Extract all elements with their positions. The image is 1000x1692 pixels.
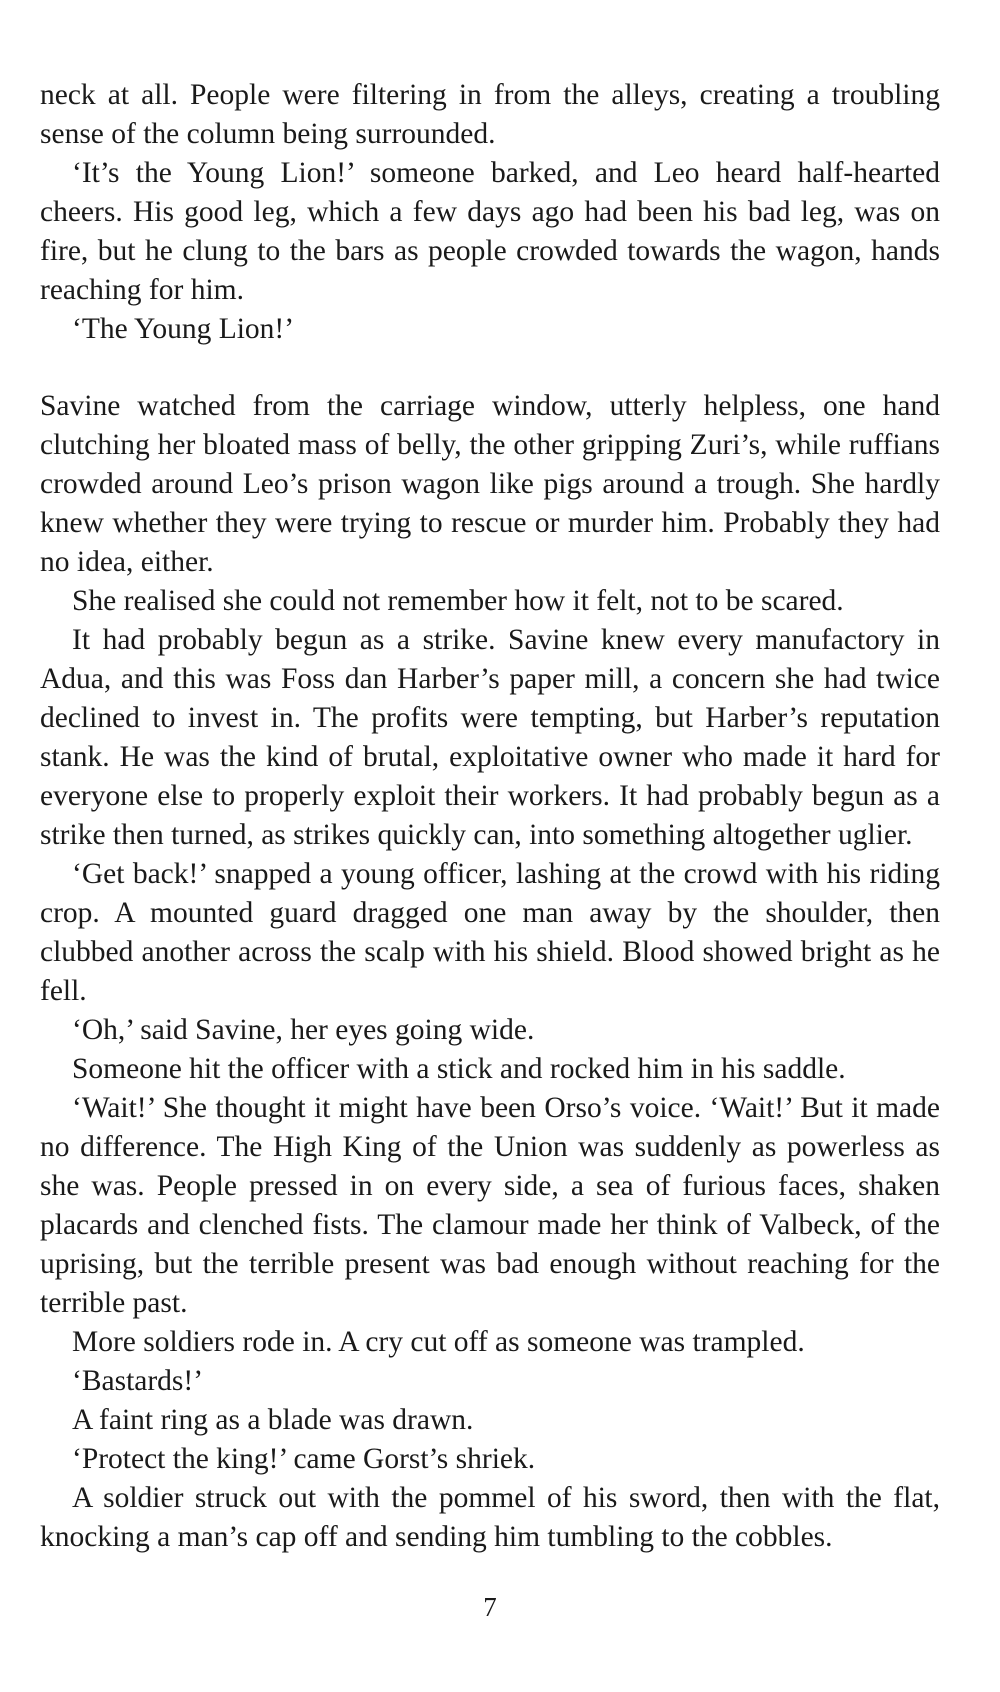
paragraph: A faint ring as a blade was drawn. bbox=[72, 1404, 474, 1436]
paragraph: ‘The Young Lion!’ bbox=[72, 313, 295, 345]
paragraph-section-start: Savine watched from the carriage window, utterly helpless, one hand clutching her bloated mass of belly, the other gripping Zuri’s, while ruffians crowded around Leo’s prison wagon like pigs around a trough. She hardly knew whether they were trying to rescue or murder him. Probably they had no idea, either. bbox=[40, 390, 940, 578]
paragraph: A soldier struck out with the pommel of his sword, then with the flat, knocking a man’s cap off and sending him tumbling to the cobbles. bbox=[40, 1482, 940, 1553]
section-break bbox=[40, 349, 940, 387]
paragraph: ‘Protect the king!’ came Gorst’s shriek. bbox=[72, 1443, 536, 1475]
paragraph: ‘Oh,’ said Savine, her eyes going wide. bbox=[72, 1014, 535, 1046]
paragraph: ‘Get back!’ snapped a young officer, lashing at the crowd with his riding crop. A mounted guard dragged one man away by the shoulder, then clubbed another across the scalp with his shield. Blood showed bright as he fell. bbox=[40, 858, 940, 1007]
paragraph: It had probably begun as a strike. Savine knew every manufactory in Adua, and this was Foss dan Harber’s paper mill, a concern she had twice declined to invest in. The profits were tempting, but Harber’s reputation stank. He was the kind of brutal, exploitative owner who made it hard for everyone else to properly exploit their workers. It had probably begun as a strike then turned, as strikes quickly can, into something altogether uglier. bbox=[40, 624, 940, 851]
page-body bbox=[40, 76, 940, 1557]
paragraph: Someone hit the officer with a stick and rocked him in his saddle. bbox=[72, 1053, 846, 1085]
paragraph-continued: neck at all. People were filtering in from the alleys, creating a troubling sense of the column being surrounded. bbox=[40, 79, 940, 150]
paragraph: ‘It’s the Young Lion!’ someone barked, and Leo heard half-hearted cheers. His good leg, which a few days ago had been his bad leg, was on fire, but he clung to the bars as people crowded towards the wagon, hands reaching for him. bbox=[40, 157, 940, 306]
paragraph: ‘Bastards!’ bbox=[72, 1365, 204, 1397]
paragraph: More soldiers rode in. A cry cut off as someone was trampled. bbox=[72, 1326, 805, 1358]
page-number: 7 bbox=[483, 1592, 497, 1622]
paragraph: ‘Wait!’ She thought it might have been Orso’s voice. ‘Wait!’ But it made no difference. The High King of the Union was suddenly as powerless as she was. People pressed in on every side, a sea of furious faces, shaken placards and clenched fists. The clamour made her think of Valbeck, of the uprising, but the terrible present was bad enough without reaching for the terrible past. bbox=[40, 1092, 940, 1319]
paragraph: She realised she could not remember how it felt, not to be scared. bbox=[72, 585, 844, 617]
